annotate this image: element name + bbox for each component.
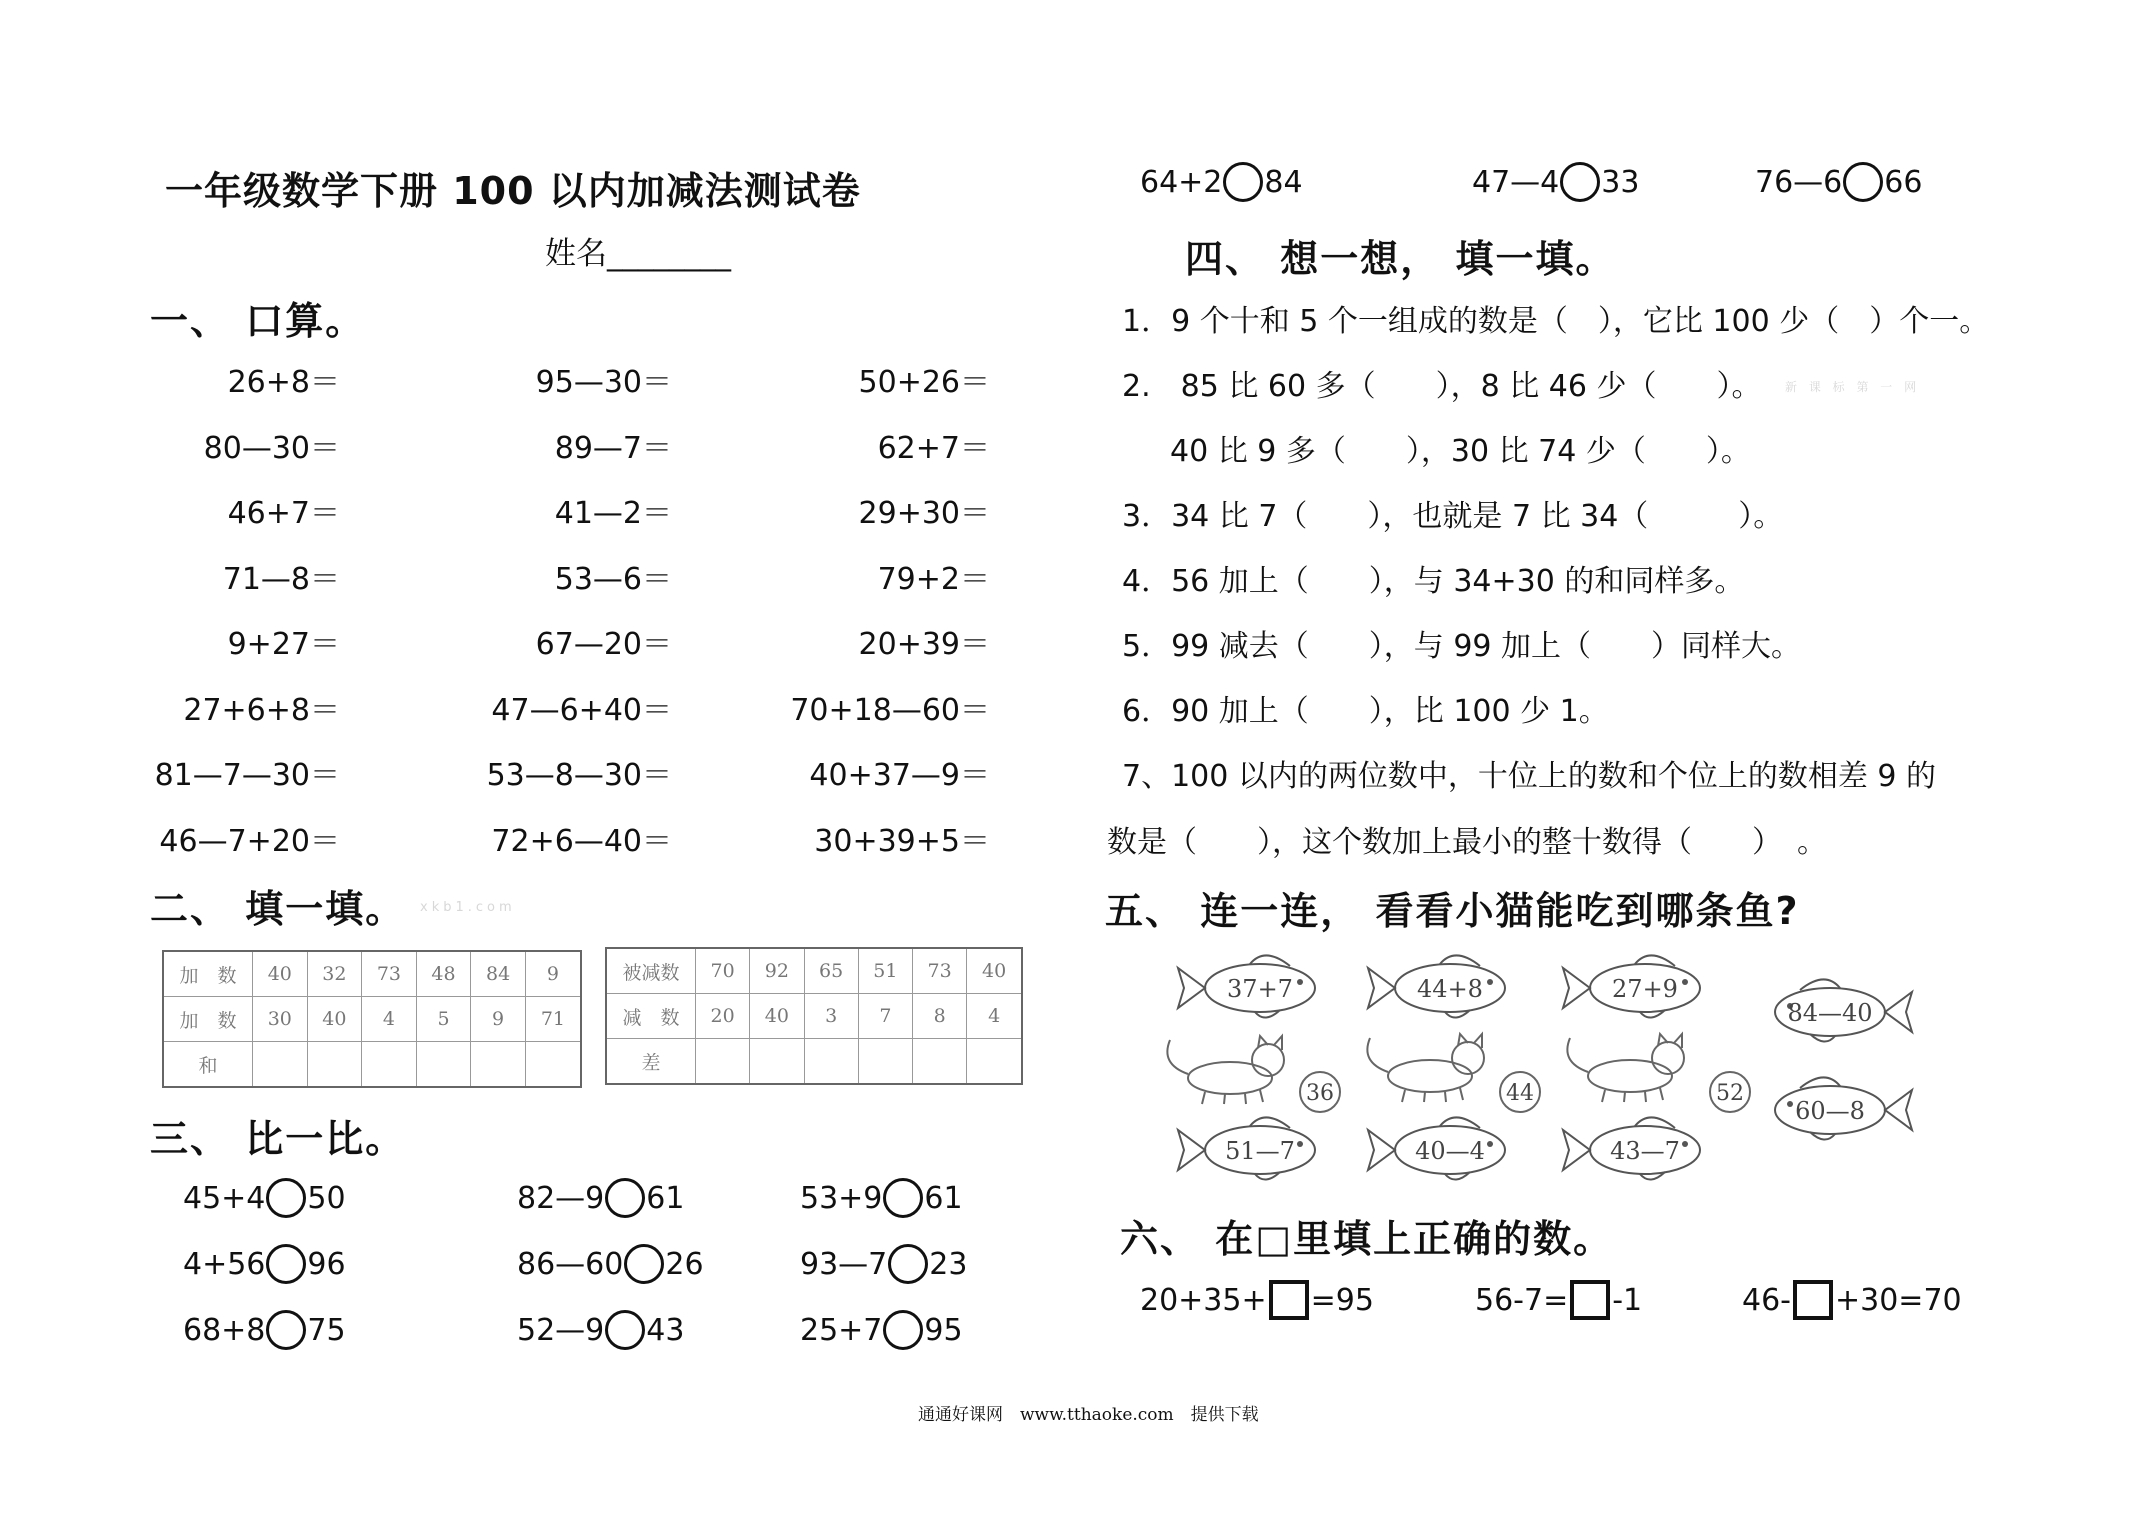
section-5-heading: 五、 连一连， 看看小猫能吃到哪条鱼? xyxy=(1105,889,1800,933)
answer-circle[interactable] xyxy=(883,1178,923,1218)
cat-number: 44 xyxy=(1506,1081,1534,1106)
compare-left: 52—9 xyxy=(517,1312,605,1348)
question-line: 1．9 个十和 5 个一组成的数是（ ），它比 100 少（ ）个一。 xyxy=(1122,304,1990,339)
calc-item: 67—20＝ xyxy=(535,627,672,662)
cat-number: 36 xyxy=(1306,1081,1334,1106)
equation-left: 20+35+ xyxy=(1140,1282,1267,1318)
table-cell[interactable] xyxy=(967,1039,1022,1085)
compare-item xyxy=(183,1244,346,1284)
fish-tail xyxy=(1368,968,1395,1008)
equation-left: 46- xyxy=(1742,1282,1791,1318)
answer-circle[interactable] xyxy=(266,1310,306,1350)
question-line: 5．99 减去（ ），与 99 加上（ ）同样大。 xyxy=(1122,629,1802,664)
compare-left: 86—60 xyxy=(517,1246,624,1282)
section-6-heading: 六、 在□里填上正确的数。 xyxy=(1120,1217,1614,1261)
question-line: 7、100 以内的两位数中，十位上的数和个位上的数相差 9 的 xyxy=(1122,759,1937,794)
fish-label: 60—8 xyxy=(1795,1097,1865,1125)
answer-circle[interactable] xyxy=(1560,162,1600,202)
compare-item xyxy=(1472,162,1639,202)
table-row xyxy=(163,951,581,997)
calc-item: 80—30＝ xyxy=(203,430,340,466)
row-header-cell: 加 数 xyxy=(163,951,253,997)
compare-left: 76—6 xyxy=(1755,164,1843,200)
compare-item xyxy=(800,1244,967,1284)
table-cell: 70 xyxy=(696,948,750,994)
table-cell[interactable] xyxy=(696,1039,750,1085)
compare-item xyxy=(517,1244,704,1284)
compare-right: 96 xyxy=(307,1246,346,1282)
cat-icon xyxy=(1567,1034,1684,1102)
answer-box[interactable] xyxy=(1269,1280,1309,1320)
table-cell: 8 xyxy=(913,994,967,1039)
section-4-heading: 四、 想一想， 填一填。 xyxy=(1185,237,1616,281)
compare-right: 66 xyxy=(1884,164,1923,200)
cat-tail xyxy=(1567,1038,1588,1072)
table-cell: 73 xyxy=(913,948,967,994)
fish-label: 43—7 xyxy=(1610,1137,1680,1165)
table-cell: 5 xyxy=(416,997,471,1042)
cat-body xyxy=(1188,1062,1272,1094)
calc-item: 53—6＝ xyxy=(554,561,672,597)
cat-icon xyxy=(1167,1036,1284,1104)
table-row xyxy=(163,997,581,1042)
table-cell[interactable] xyxy=(913,1039,967,1085)
table-cell: 20 xyxy=(696,994,750,1039)
compare-left: 45+4 xyxy=(183,1180,266,1216)
compare-right: 23 xyxy=(929,1246,968,1282)
table-cell: 30 xyxy=(253,997,308,1042)
table-cell: 48 xyxy=(416,951,471,997)
compare-right: 84 xyxy=(1264,164,1303,200)
compare-left: 68+8 xyxy=(183,1312,266,1348)
answer-circle[interactable] xyxy=(605,1178,645,1218)
fish-eye xyxy=(1297,1141,1303,1147)
fish-label: 84—40 xyxy=(1787,999,1873,1027)
fish-eye xyxy=(1682,979,1688,985)
answer-circle[interactable] xyxy=(605,1310,645,1350)
compare-item xyxy=(800,1178,963,1218)
compare-right: 50 xyxy=(307,1180,346,1216)
footer-credit: 通通好课网 www.tthaoke.com 提供下载 xyxy=(918,1405,1259,1425)
calc-item: 71—8＝ xyxy=(222,561,340,597)
table-cell[interactable] xyxy=(416,1042,471,1088)
calc-item: 41—2＝ xyxy=(554,496,672,531)
table-cell[interactable] xyxy=(253,1042,308,1088)
table-cell[interactable] xyxy=(525,1042,581,1088)
calc-item: 27+6+8＝ xyxy=(183,692,340,728)
table-cell: 9 xyxy=(471,997,526,1042)
table-cell[interactable] xyxy=(858,1039,912,1085)
watermark: xkb1.com xyxy=(420,900,516,915)
answer-box[interactable] xyxy=(1570,1280,1610,1320)
calc-item: 62+7＝ xyxy=(877,430,990,466)
compare-item xyxy=(1755,162,1922,202)
table-cell: 40 xyxy=(253,951,308,997)
cat-tail xyxy=(1367,1038,1388,1072)
compare-item xyxy=(517,1310,684,1350)
calc-item: 81—7—30＝ xyxy=(154,758,340,793)
table-cell: 7 xyxy=(858,994,912,1039)
equation-right: =95 xyxy=(1310,1282,1374,1318)
calc-item: 29+30＝ xyxy=(858,496,990,531)
question-line: 数是（ ），这个数加上最小的整十数得（ ） 。 xyxy=(1107,825,1827,860)
compare-item xyxy=(800,1310,963,1350)
compare-right: 61 xyxy=(924,1180,963,1216)
section-2-heading: 二、 填一填。 xyxy=(150,887,406,931)
answer-circle[interactable] xyxy=(266,1178,306,1218)
answer-circle[interactable] xyxy=(266,1244,306,1284)
addition-table xyxy=(162,950,582,1088)
compare-right: 61 xyxy=(646,1180,685,1216)
question-line: 4．56 加上（ ），与 34+30 的和同样多。 xyxy=(1122,564,1745,599)
cat-body xyxy=(1388,1060,1472,1092)
table-row xyxy=(163,1042,581,1088)
table-cell: 4 xyxy=(362,997,417,1042)
compare-left: 93—7 xyxy=(800,1246,888,1282)
table-cell: 40 xyxy=(967,948,1022,994)
calc-item: 20+39＝ xyxy=(858,627,990,662)
fish-tail xyxy=(1885,992,1912,1032)
compare-left: 82—9 xyxy=(517,1180,605,1216)
cat-body xyxy=(1588,1060,1672,1092)
compare-right: 33 xyxy=(1601,164,1640,200)
compare-left: 4+56 xyxy=(183,1246,266,1282)
table-cell: 73 xyxy=(362,951,417,997)
fish-eye xyxy=(1487,979,1493,985)
table-cell[interactable] xyxy=(804,1039,858,1085)
table-cell: 3 xyxy=(804,994,858,1039)
fish-label: 27+9 xyxy=(1612,975,1678,1003)
compare-left: 64+2 xyxy=(1140,164,1223,200)
table-cell[interactable] xyxy=(362,1042,417,1088)
subtraction-table xyxy=(605,947,1023,1085)
compare-left: 47—4 xyxy=(1472,164,1560,200)
fish-eye xyxy=(1297,979,1303,985)
compare-left: 53+9 xyxy=(800,1180,883,1216)
cat-icon xyxy=(1367,1034,1484,1102)
calc-item: 30+39+5＝ xyxy=(814,823,990,859)
answer-box[interactable] xyxy=(1793,1280,1833,1320)
calc-item: 72+6—40＝ xyxy=(491,823,672,859)
answer-circle[interactable] xyxy=(1843,162,1883,202)
answer-circle[interactable] xyxy=(883,1310,923,1350)
question-line: 3．34 比 7（ ），也就是 7 比 34（ ）。 xyxy=(1122,499,1784,534)
compare-left: 25+7 xyxy=(800,1312,883,1348)
section-1-heading: 一、 口算。 xyxy=(150,299,366,343)
calc-item: 26+8＝ xyxy=(227,365,340,400)
name-field-label: 姓名________ xyxy=(545,236,731,272)
row-header-cell: 减 数 xyxy=(606,994,696,1039)
calc-item: 70+18—60＝ xyxy=(790,692,990,728)
fish-cat-matching-figure xyxy=(1140,940,1940,1190)
fish-tail xyxy=(1885,1090,1912,1130)
fish-label: 44+8 xyxy=(1417,975,1483,1003)
table-cell: 4 xyxy=(967,994,1022,1039)
fish-eye xyxy=(1682,1141,1688,1147)
table-row xyxy=(606,948,1022,994)
calc-item: 47—6+40＝ xyxy=(491,692,672,728)
fish-label: 40—4 xyxy=(1415,1137,1485,1165)
row-header-cell: 和 xyxy=(163,1042,253,1088)
page-title: 一年级数学下册 100 以内加减法测试卷 xyxy=(165,169,861,213)
row-header-cell: 被减数 xyxy=(606,948,696,994)
table-row xyxy=(606,994,1022,1039)
table-cell[interactable] xyxy=(750,1039,804,1085)
table-cell: 84 xyxy=(471,951,526,997)
question-line: 40 比 9 多（ ），30 比 74 少（ ）。 xyxy=(1170,434,1751,469)
calc-item: 9+27＝ xyxy=(227,627,340,662)
fish-eye xyxy=(1787,1101,1793,1107)
row-header-cell: 加 数 xyxy=(163,997,253,1042)
fish-tail xyxy=(1563,1130,1590,1170)
compare-item xyxy=(1140,162,1303,202)
fish-tail xyxy=(1178,1130,1205,1170)
cat-number: 52 xyxy=(1716,1081,1744,1106)
calc-item: 95—30＝ xyxy=(535,365,672,400)
compare-right: 75 xyxy=(307,1312,346,1348)
calc-item: 53—8—30＝ xyxy=(486,758,672,793)
question-line: 2. 85 比 60 多（ ），8 比 46 少（ ）。 xyxy=(1122,369,1762,404)
table-cell: 9 xyxy=(525,951,581,997)
equation-right: -1 xyxy=(1612,1282,1643,1318)
table-cell: 40 xyxy=(307,997,362,1042)
compare-right: 26 xyxy=(665,1246,704,1282)
compare-item xyxy=(183,1178,346,1218)
answer-circle[interactable] xyxy=(1223,162,1263,202)
section-3-heading: 三、 比一比。 xyxy=(150,1117,406,1161)
fish-label: 51—7 xyxy=(1225,1137,1295,1165)
fish-eye xyxy=(1487,1141,1493,1147)
calc-item: 50+26＝ xyxy=(858,365,990,400)
table-cell[interactable] xyxy=(471,1042,526,1088)
question-line: 6．90 加上（ ），比 100 少 1。 xyxy=(1122,694,1609,729)
compare-item xyxy=(517,1178,684,1218)
calc-item: 46—7+20＝ xyxy=(159,823,340,859)
equation-left: 56-7= xyxy=(1475,1282,1569,1318)
fish-tail xyxy=(1563,968,1590,1008)
box-equation xyxy=(1140,1280,1374,1320)
calc-item: 79+2＝ xyxy=(877,561,990,597)
fish-tail xyxy=(1368,1130,1395,1170)
table-cell[interactable] xyxy=(307,1042,362,1088)
table-row xyxy=(606,1039,1022,1085)
compare-item xyxy=(183,1310,346,1350)
equation-right: +30=70 xyxy=(1835,1282,1962,1318)
compare-right: 43 xyxy=(646,1312,685,1348)
box-equation xyxy=(1742,1280,1962,1320)
row-header-cell: 差 xyxy=(606,1039,696,1085)
watermark-2: 新 课 标 第 一 网 xyxy=(1785,380,1921,394)
calc-item: 40+37—9＝ xyxy=(809,758,990,793)
table-cell: 71 xyxy=(525,997,581,1042)
table-cell: 32 xyxy=(307,951,362,997)
answer-circle[interactable] xyxy=(888,1244,928,1284)
table-cell: 51 xyxy=(858,948,912,994)
calc-item: 46+7＝ xyxy=(227,496,340,531)
answer-circle[interactable] xyxy=(624,1244,664,1284)
calc-item: 89—7＝ xyxy=(554,430,672,466)
cat-tail xyxy=(1167,1040,1188,1074)
fish-label: 37+7 xyxy=(1227,975,1293,1003)
table-cell: 65 xyxy=(804,948,858,994)
table-cell: 92 xyxy=(750,948,804,994)
fish-tail xyxy=(1178,968,1205,1008)
table-cell: 40 xyxy=(750,994,804,1039)
compare-right: 95 xyxy=(924,1312,963,1348)
box-equation xyxy=(1475,1280,1642,1320)
